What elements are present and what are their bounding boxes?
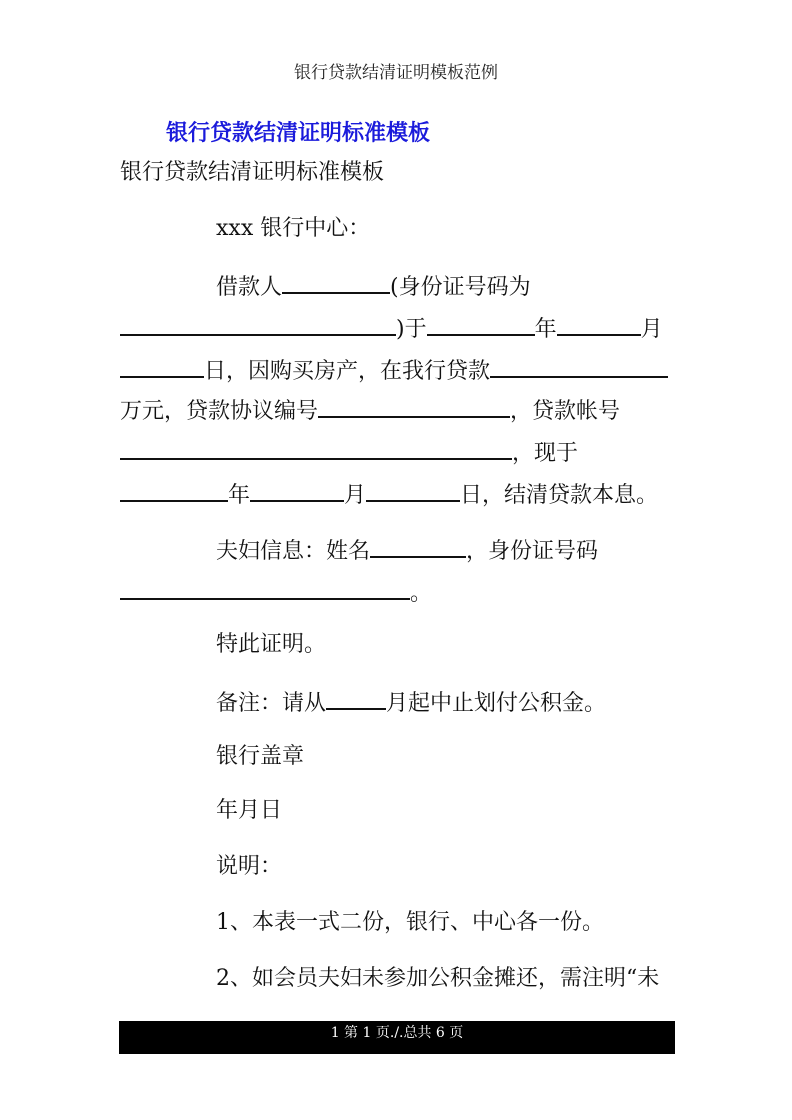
remark-month-blank (326, 686, 386, 710)
now-label: ，现于 (512, 441, 579, 466)
agreement-label: 万元，贷款协议编号 (120, 399, 319, 424)
year-label: 年 (534, 317, 557, 342)
id-number-blank (120, 312, 396, 336)
settle-day-blank (366, 478, 460, 502)
borrower-label: 借款人 (216, 275, 283, 300)
settle-year-blank (120, 478, 228, 502)
year-blank (427, 312, 535, 336)
bank-seal-line: 银行盖章 (216, 744, 305, 769)
document-subtitle: 银行贷款结清证明标准模板 (120, 160, 385, 185)
date-line (120, 312, 663, 345)
page-header: 银行贷款结清证明模板范例 (294, 63, 498, 83)
loan-purpose-text: 日，因购买房产，在我行贷款 (204, 359, 491, 384)
settlement-date-line (120, 478, 658, 511)
account-number-blank (120, 436, 512, 460)
account-label: ，贷款帐号 (510, 399, 621, 424)
agreement-line (120, 394, 620, 427)
id-number-label: (身份证号码为 (390, 275, 531, 300)
spouse-id-label: ，身份证号码 (466, 539, 599, 564)
notes-heading: 说明： (216, 854, 283, 879)
page-footer: 1 第 1 页./.总共 6 页 (119, 1021, 675, 1054)
note-item-1: 1、本表一式二份，银行、中心各一份。 (216, 910, 604, 935)
loan-purpose-line (120, 354, 668, 387)
agreement-number-blank (318, 394, 510, 418)
day-blank (120, 354, 204, 378)
greeting-line: xxx 银行中心： (216, 216, 371, 241)
document-title: 银行贷款结清证明标准模板 (166, 120, 431, 146)
borrower-name-blank (282, 270, 390, 294)
spouse-id-blank (120, 576, 410, 600)
loan-amount-blank (490, 354, 668, 378)
remark-label: 备注：请从 (216, 691, 327, 716)
remark-text: 月起中止划付公积金。 (386, 691, 607, 716)
note-item-2: 2、如会员夫妇未参加公积金摊还，需注明“未 (216, 966, 660, 991)
spouse-id-line (120, 576, 432, 609)
certify-line: 特此证明。 (216, 632, 327, 657)
on-label: )于 (396, 317, 427, 342)
remark-line (216, 686, 606, 719)
period-mark: 。 (410, 581, 433, 606)
settle-month-label: 月 (344, 483, 367, 508)
settle-year-label: 年 (228, 483, 251, 508)
account-line (120, 436, 578, 469)
date-sign-line: 年月日 (216, 798, 283, 823)
borrower-line (216, 270, 531, 303)
month-label: 月 (640, 317, 663, 342)
spouse-name-label: 夫妇信息：姓名 (216, 539, 371, 564)
month-blank (557, 312, 641, 336)
spouse-line (216, 534, 598, 567)
spouse-name-blank (370, 534, 466, 558)
settle-text: 日，结清贷款本息。 (460, 483, 659, 508)
settle-month-blank (250, 478, 344, 502)
